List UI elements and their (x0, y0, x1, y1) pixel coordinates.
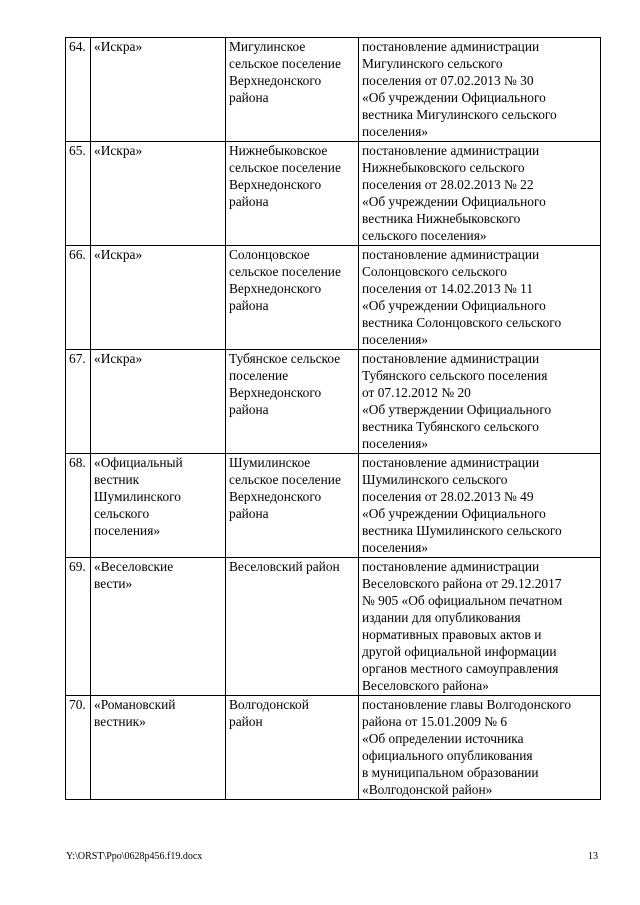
publication-name: «Искра» (91, 142, 226, 246)
publication-name: «Романовский вестник» (91, 696, 226, 800)
publication-name: «Искра» (91, 246, 226, 350)
publication-name: «Официальный вестник Шумилинского сельского поселения» (91, 454, 226, 558)
table-row (66, 142, 601, 246)
municipality: Тубянское сельское поселение Верхнедонского района (226, 350, 359, 454)
registry-table-body (66, 38, 601, 800)
row-number: 66. (66, 246, 91, 350)
legal-act: постановление администрации Нижнебыковского сельского поселения от 28.02.2013 № 22 «Об учреждении Официального вестника Нижнебыковского сельского поселения» (359, 142, 601, 246)
row-number: 69. (66, 558, 91, 696)
table-row (66, 558, 601, 696)
municipality: Солонцовское сельское поселение Верхнедонского района (226, 246, 359, 350)
table-row (66, 246, 601, 350)
publication-name: «Искра» (91, 350, 226, 454)
legal-act: постановление главы Волгодонского района от 15.01.2009 № 6 «Об определении источника официального опубликования в муниципальном образовании «Волгодонской район» (359, 696, 601, 800)
municipality: Волгодонской район (226, 696, 359, 800)
municipality: Веселовский район (226, 558, 359, 696)
table-row (66, 454, 601, 558)
row-number: 65. (66, 142, 91, 246)
legal-act: постановление администрации Веселовского района от 29.12.2017 № 905 «Об официальном печатном издании для опубликования нормативных правовых актов и другой официальной информации органов местного самоуправления Веселовского района» (359, 558, 601, 696)
legal-act: постановление администрации Мигулинского сельского поселения от 07.02.2013 № 30 «Об учреждении Официального вестника Мигулинского сельского поселения» (359, 38, 601, 142)
table-row (66, 350, 601, 454)
publication-name: «Искра» (91, 38, 226, 142)
table-row (66, 696, 601, 800)
table-row (66, 38, 601, 142)
footer-page-number: 13 (588, 851, 598, 862)
registry-table (65, 37, 601, 800)
municipality: Нижнебыковское сельское поселение Верхнедонского района (226, 142, 359, 246)
municipality: Шумилинское сельское поселение Верхнедонского района (226, 454, 359, 558)
publication-name: «Веселовские вести» (91, 558, 226, 696)
row-number: 64. (66, 38, 91, 142)
row-number: 67. (66, 350, 91, 454)
legal-act: постановление администрации Тубянского сельского поселения от 07.12.2012 № 20 «Об утверждении Официального вестника Тубянского сельского поселения» (359, 350, 601, 454)
legal-act: постановление администрации Шумилинского сельского поселения от 28.02.2013 № 49 «Об учреждении Официального вестника Шумилинского сельского поселения» (359, 454, 601, 558)
row-number: 70. (66, 696, 91, 800)
footer-file-path: Y:\ORST\Ppo\0628p456.f19.docx (66, 851, 203, 862)
row-number: 68. (66, 454, 91, 558)
legal-act: постановление администрации Солонцовского сельского поселения от 14.02.2013 № 11 «Об учреждении Официального вестника Солонцовского сельского поселения» (359, 246, 601, 350)
municipality: Мигулинское сельское поселение Верхнедонского района (226, 38, 359, 142)
